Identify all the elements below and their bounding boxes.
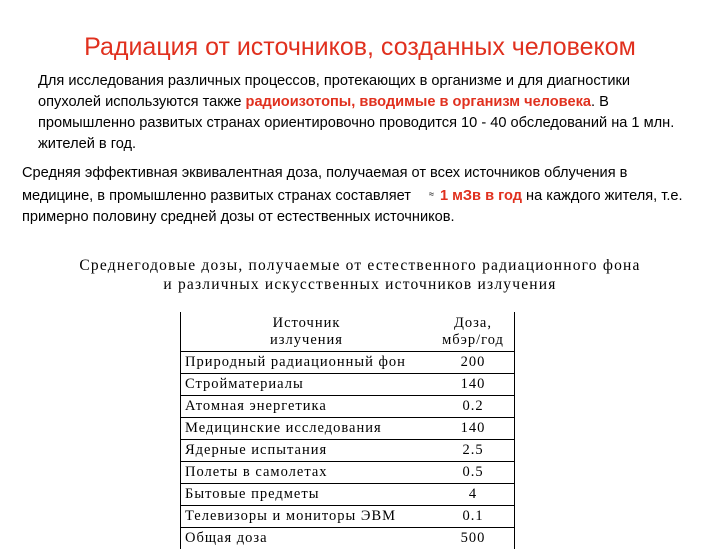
paragraph-text: Средняя эффективная эквивалентная доза, получаемая от всех источников облучения в медицине, в промышленно развитых странах составляет xyxy=(22,165,627,204)
table-title-line: и различных искусственных источников излучения xyxy=(0,275,720,294)
table-row xyxy=(181,418,515,440)
header-source xyxy=(181,312,433,352)
highlight-text: радиоизотопы, вводимые в организм человека xyxy=(246,94,591,110)
dose-table xyxy=(180,312,515,549)
table-header-row xyxy=(181,312,515,352)
cell-dose: 140 xyxy=(432,374,515,396)
table-row xyxy=(181,506,515,528)
table-row xyxy=(181,440,515,462)
table-title xyxy=(0,256,720,294)
paragraph-isotopes xyxy=(38,71,678,155)
cell-source: Общая доза xyxy=(181,528,433,549)
paragraph-text: на каждого жителя, т.е. примерно половину средней дозы от естественных источников. xyxy=(22,188,683,225)
cell-dose: 0.2 xyxy=(432,396,515,418)
approx-symbol: ≈ xyxy=(429,184,434,205)
cell-source: Ядерные испытания xyxy=(181,440,433,462)
cell-dose: 140 xyxy=(432,418,515,440)
table-row xyxy=(181,396,515,418)
cell-dose: 2.5 xyxy=(432,440,515,462)
table-row xyxy=(181,352,515,374)
paragraph-text: Для исследования различных процессов, протекающих в организме и для диагностики опухолей используются также xyxy=(38,73,630,110)
table-row xyxy=(181,484,515,506)
cell-source: Природный радиационный фон xyxy=(181,352,433,374)
slide-title: Радиация от источников, созданных человеком xyxy=(0,33,720,62)
cell-source: Медицинские исследования xyxy=(181,418,433,440)
cell-dose: 4 xyxy=(432,484,515,506)
highlight-text: 1 мЗв в год xyxy=(440,188,522,204)
cell-source: Полеты в самолетах xyxy=(181,462,433,484)
header-dose-line: мбэр/год xyxy=(432,332,514,349)
table-row xyxy=(181,528,515,549)
cell-source: Атомная энергетика xyxy=(181,396,433,418)
cell-dose: 0.5 xyxy=(432,462,515,484)
header-dose-line: Доза, xyxy=(432,315,514,332)
paragraph-medical-dose xyxy=(22,163,702,228)
table-body xyxy=(181,352,515,549)
header-source-line: излучения xyxy=(181,332,432,349)
table-row xyxy=(181,374,515,396)
paragraph-text: . В промышленно развитых странах ориентировочно проводится 10 - 40 обследований на 1 млн. жителей в год. xyxy=(38,94,674,152)
cell-source: Стройматериалы xyxy=(181,374,433,396)
cell-dose: 200 xyxy=(432,352,515,374)
header-dose xyxy=(432,312,515,352)
table-title-line: Среднегодовые дозы, получаемые от естественного радиационного фона xyxy=(0,256,720,275)
header-source-line: Источник xyxy=(181,315,432,332)
cell-dose: 500 xyxy=(432,528,515,549)
cell-source: Телевизоры и мониторы ЭВМ xyxy=(181,506,433,528)
cell-dose: 0.1 xyxy=(432,506,515,528)
cell-source: Бытовые предметы xyxy=(181,484,433,506)
table-row xyxy=(181,462,515,484)
